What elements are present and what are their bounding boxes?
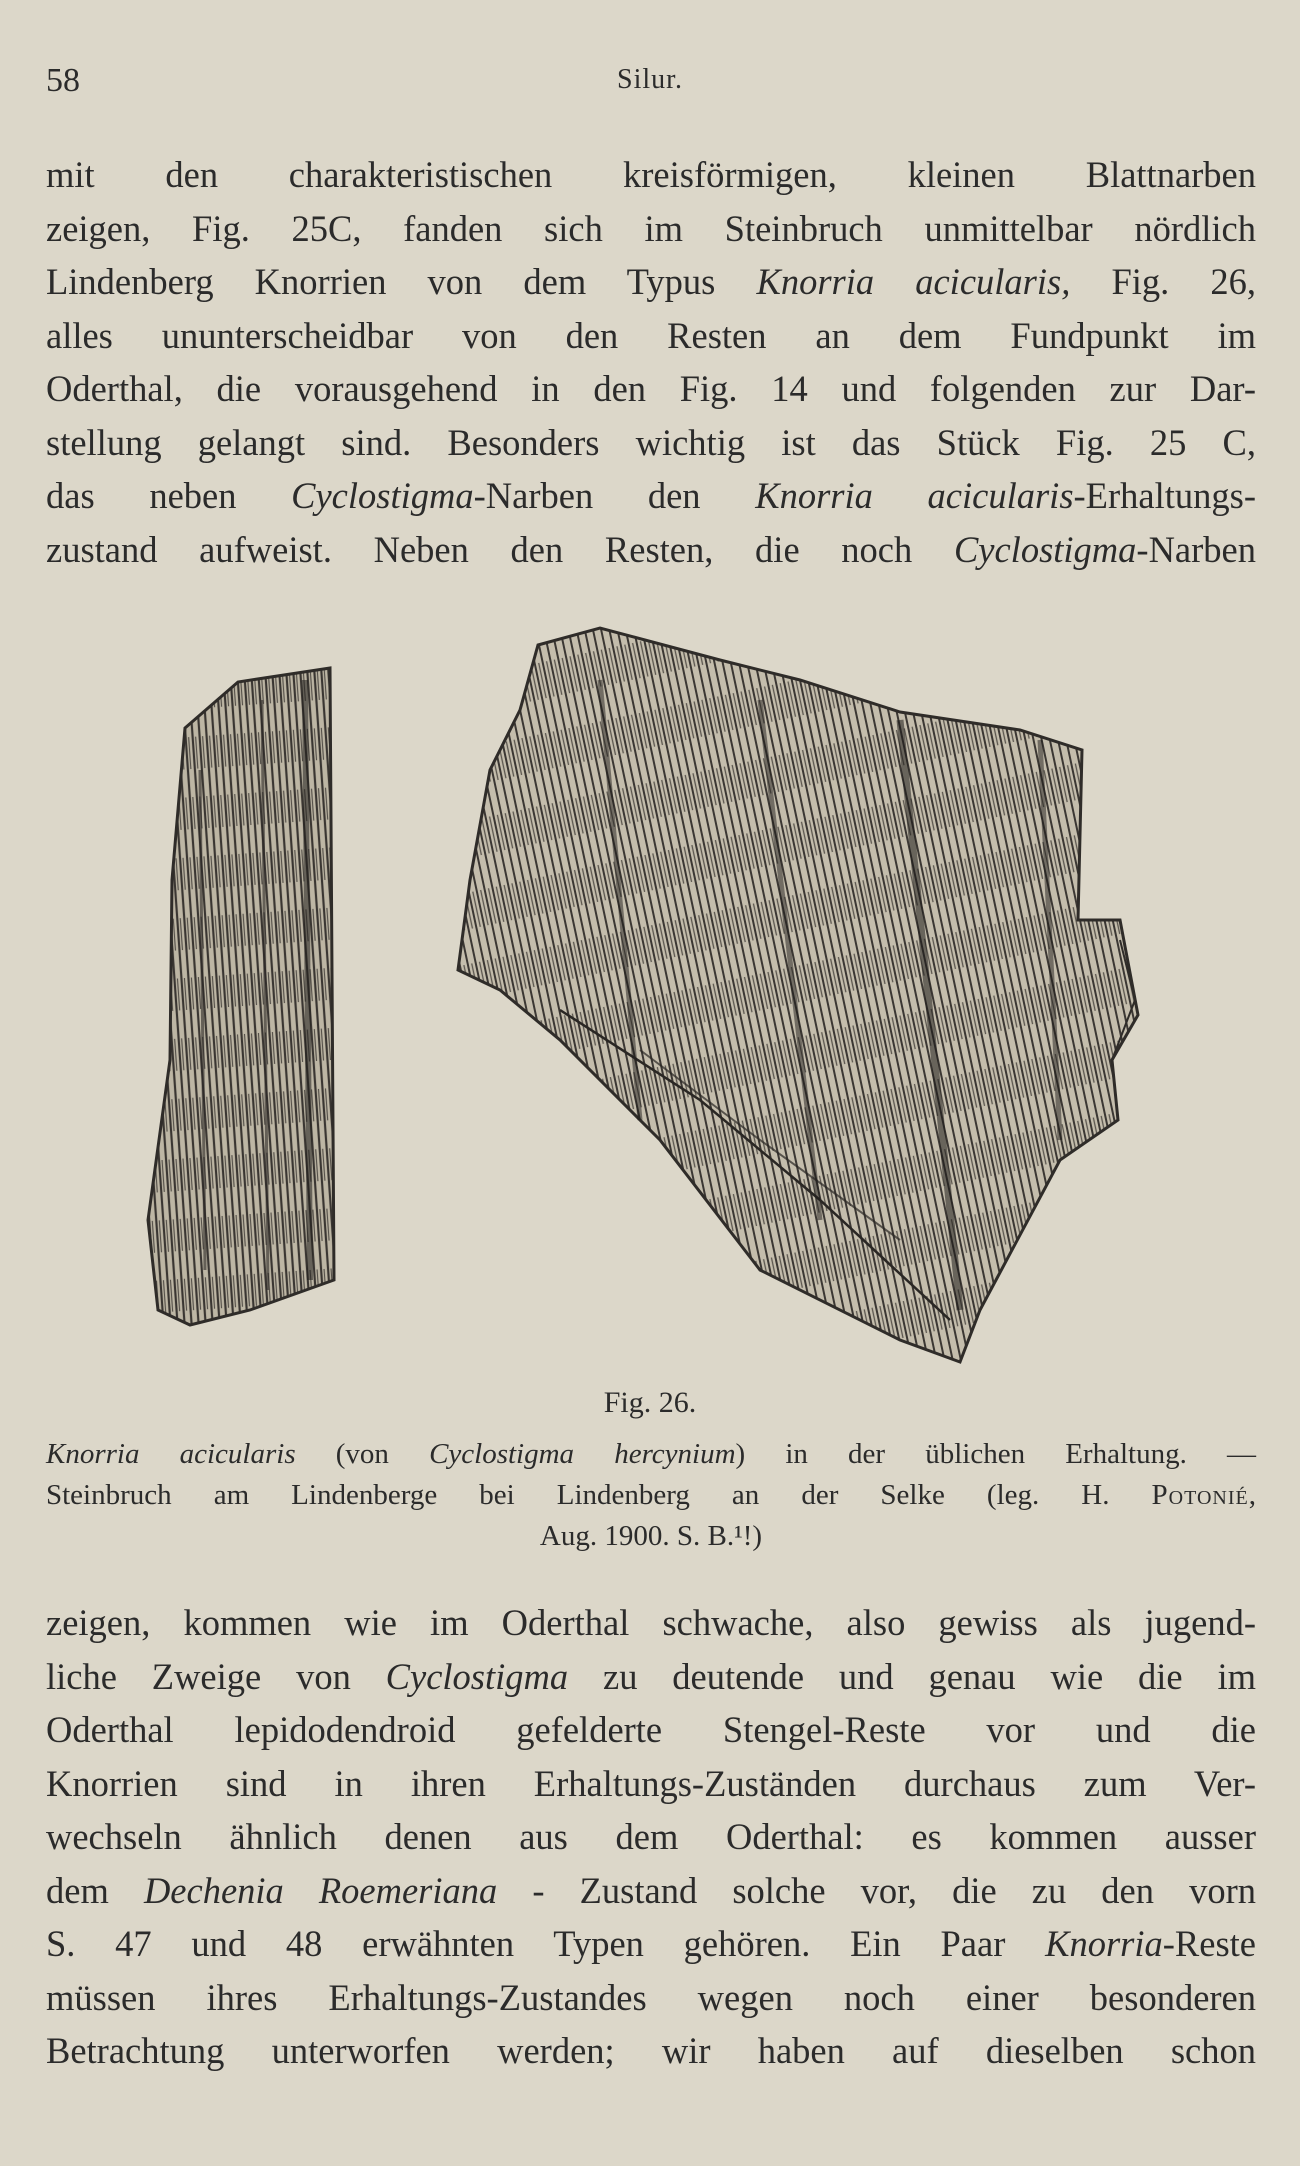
taxon-name: Knorria acicularis	[755, 475, 1074, 516]
left-specimen-drawing	[148, 668, 334, 1325]
text-run: -Narben	[1136, 528, 1256, 570]
collector-name: Potonié	[1151, 1479, 1249, 1511]
fossil-figure	[0, 620, 1300, 1380]
text-run: - Zustand solche vor, die zu den vorn	[497, 1869, 1256, 1911]
taxon-name: Knorria acicularis	[46, 1438, 296, 1470]
text-run: (von	[295, 1438, 430, 1470]
text-line: alles ununterscheidbar von den Resten an dem Fundpunkt im	[46, 314, 1256, 356]
text-run: Lindenberg Knorrien von dem Typus	[46, 261, 757, 302]
running-title: Silur.	[617, 64, 683, 95]
text-run: S. 47 und 48 erwähnten Typen gehören. Ein Paar	[46, 1923, 1046, 1964]
text-line: zeigen, kommen wie im Oderthal schwache, also gewiss als jugend-	[46, 1602, 1256, 1643]
text-line: wechseln ähnlich denen aus dem Oderthal: es kommen ausser	[46, 1816, 1256, 1857]
text-run: -Reste	[1162, 1923, 1256, 1964]
caption-line	[46, 1475, 1256, 1516]
text-line: mit den charakteristischen kreisförmigen, kleinen Blattnarben	[46, 154, 1256, 195]
text-line	[46, 1917, 1256, 1971]
text-line: Knorrien sind in ihren Erhaltungs-Zuständen durchaus zum Ver-	[46, 1762, 1256, 1804]
paragraph-top	[46, 148, 1256, 576]
text-run: liche Zweige von	[46, 1655, 386, 1697]
taxon-name: Cyclostigma	[953, 528, 1137, 570]
right-specimen-drawing	[458, 628, 1138, 1362]
text-run: Fig. 26,	[1070, 261, 1256, 302]
text-line: zeigen, Fig. 25C, fanden sich im Steinbruch unmittelbar nördlich	[46, 207, 1256, 249]
page-header	[46, 62, 1254, 106]
paragraph-bottom	[46, 1596, 1256, 2078]
text-line	[46, 469, 1256, 523]
text-run: Steinbruch am Lindenberge bei Lindenberg an der Selke (leg. H.	[46, 1479, 1152, 1511]
text-line: stellung gelangt sind. Besonders wichtig ist das Stück Fig. 25 C,	[46, 421, 1256, 463]
taxon-name: Dechenia Roemeriana	[143, 1869, 498, 1911]
text-run: ,	[1248, 1479, 1256, 1511]
text-line: Oderthal lepidodendroid gefelderte Stengel-Reste vor und die	[46, 1709, 1256, 1750]
text-line	[46, 1864, 1256, 1918]
figure-caption	[46, 1434, 1256, 1557]
text-run: ) in der üblichen Erhaltung. —	[735, 1438, 1256, 1470]
text-run: zu deutende und genau wie die im	[568, 1655, 1256, 1697]
fossil-illustration	[0, 620, 1300, 1380]
text-line	[46, 523, 1256, 577]
taxon-name: Cyclostigma	[291, 475, 474, 516]
text-line	[46, 255, 1256, 309]
text-run: dem	[46, 1869, 144, 1911]
taxon-name: Knorria acicularis,	[756, 261, 1071, 302]
text-line: Betrachtung unterworfen werden; wir haben auf dieselben schon	[46, 2030, 1256, 2071]
figure-label: Fig. 26.	[603, 1386, 697, 1419]
text-run: das neben	[46, 475, 292, 516]
text-run: zustand aufweist. Neben den Resten, die noch	[46, 528, 954, 570]
text-run: -Narben den	[473, 475, 756, 516]
caption-line: Aug. 1900. S. B.¹!)	[539, 1520, 763, 1552]
text-line: müssen ihres Erhaltungs-Zustandes wegen noch einer besonderen	[46, 1976, 1256, 2018]
page-number: 58	[46, 62, 80, 99]
text-line: Oderthal, die vorausgehend in den Fig. 14 und folgenden zur Dar-	[46, 368, 1256, 409]
taxon-name: Cyclostigma hercynium	[429, 1438, 736, 1470]
taxon-name: Knorria	[1045, 1923, 1163, 1964]
caption-line	[46, 1434, 1256, 1475]
text-run: -Erhaltungs-	[1073, 475, 1256, 516]
text-line	[46, 1650, 1256, 1704]
taxon-name: Cyclostigma	[385, 1655, 569, 1697]
